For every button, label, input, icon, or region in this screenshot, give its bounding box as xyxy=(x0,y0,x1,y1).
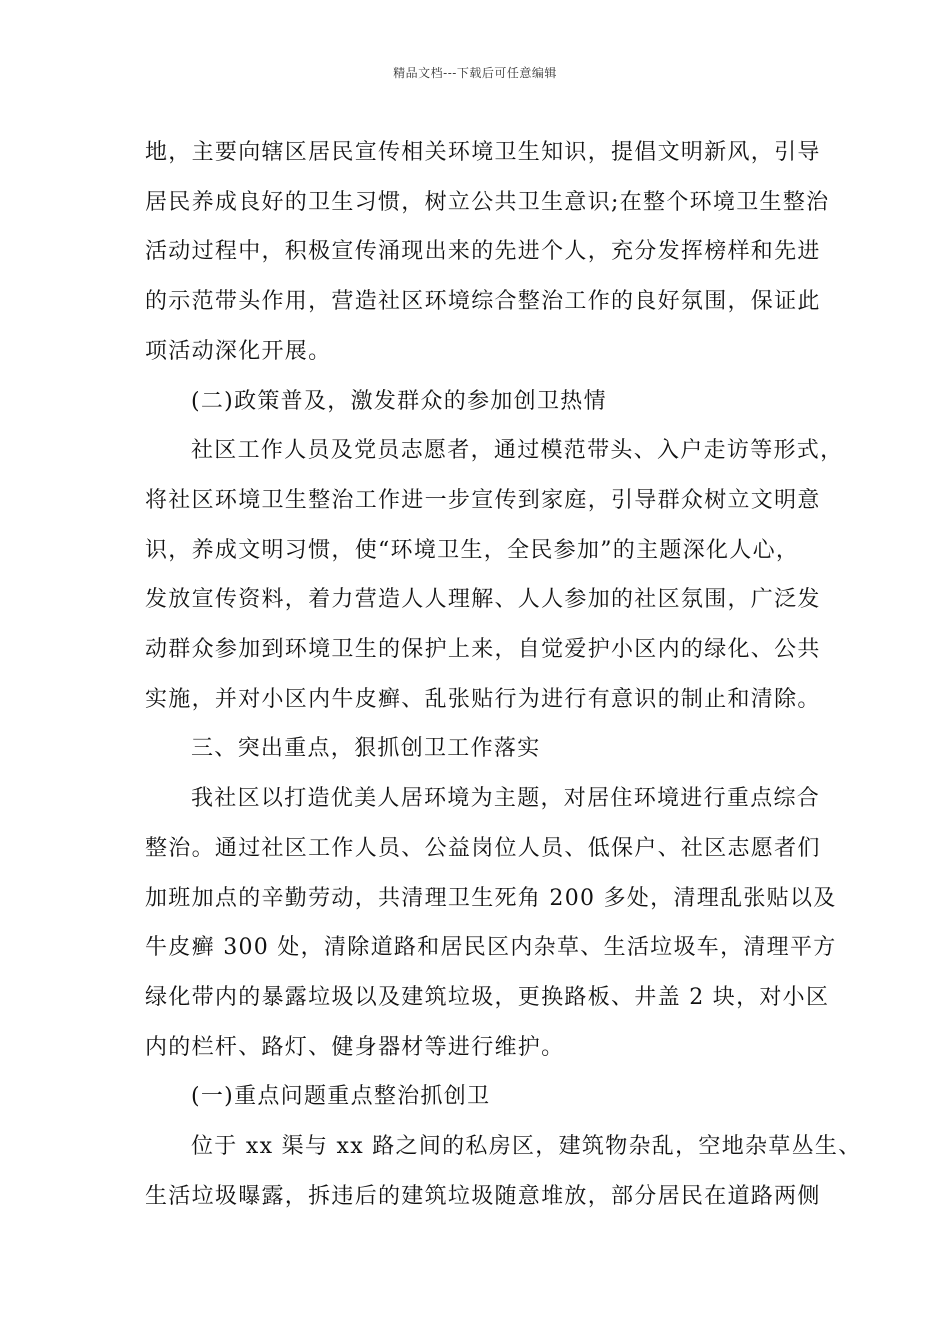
section-heading-2 xyxy=(145,377,825,427)
section-heading-3 xyxy=(145,724,825,774)
paragraph-5 xyxy=(145,774,837,1072)
text-line: 的示范带头作用，营造社区环境综合整治工作的良好氛围，保证此 xyxy=(145,289,821,315)
text-line: 我社区以打造优美人居环境为主题，对居住环境进行重点综合 xyxy=(191,786,821,812)
page-header: 精品文档---下载后可任意编辑 xyxy=(393,66,557,80)
text-line: 动群众参加到环境卫生的保护上来，自觉爱护小区内的绿化、公共 xyxy=(145,637,821,663)
text-line: 识，养成文明习惯，使“环境卫生，全民参加”的主题深化人心， xyxy=(145,537,800,563)
text-line: 地，主要向辖区居民宣传相关环境卫生知识，提倡文明新风，引导 xyxy=(145,140,821,165)
text-line: 将社区环境卫生整治工作进一步宣传到家庭，引导群众树立文明意 xyxy=(145,487,821,513)
text-line: 位于 xx 渠与 xx 路之间的私房区，建筑物杂乱，空地杂草丛生、 xyxy=(191,1134,862,1160)
text-line: 绿化带内的暴露垃圾以及建筑垃圾，更换路板、井盖 2 块，对小区 xyxy=(145,984,830,1010)
text-line: 实施，并对小区内牛皮癣、乱张贴行为进行有意识的制止和清除。 xyxy=(145,686,821,712)
text-line: 居民养成良好的卫生习惯，树立公共卫生意识;在整个环境卫生整治 xyxy=(145,189,830,215)
text-line: 内的栏杆、路灯、健身器材等进行维护。 xyxy=(145,1034,565,1060)
heading-line: (二)政策普及，激发群众的参加创卫热情 xyxy=(191,388,607,414)
text-line: 整治。通过社区工作人员、公益岗位人员、低保户、社区志愿者们 xyxy=(145,835,821,861)
text-line: 加班加点的辛勤劳动，共清理卫生死角 200 多处，清理乱张贴以及 xyxy=(145,885,837,911)
paragraph-7 xyxy=(145,1122,862,1221)
section-heading-6 xyxy=(145,1072,825,1122)
heading-line: (一)重点问题重点整治抓创卫 xyxy=(191,1084,491,1110)
paragraph-3 xyxy=(145,426,844,724)
text-line: 生活垃圾曝露，拆违后的建筑垃圾随意堆放，部分居民在道路两侧 xyxy=(145,1183,821,1209)
document-body xyxy=(145,128,862,1221)
text-line: 活动过程中，积极宣传涌现出来的先进个人，充分发挥榜样和先进 xyxy=(145,239,821,265)
text-line: 牛皮癣 300 处，清除道路和居民区内杂草、生活垃圾车，清理平方 xyxy=(145,935,837,961)
text-line: 项活动深化开展。 xyxy=(145,338,332,364)
paragraph-1 xyxy=(145,128,830,377)
text-line: 发放宣传资料，着力营造人人理解、人人参加的社区氛围，广泛发 xyxy=(145,587,821,613)
heading-line: 三、突出重点，狠抓创卫工作落实 xyxy=(191,736,541,762)
text-line: 社区工作人员及党员志愿者，通过模范带头、入户走访等形式， xyxy=(191,438,844,464)
